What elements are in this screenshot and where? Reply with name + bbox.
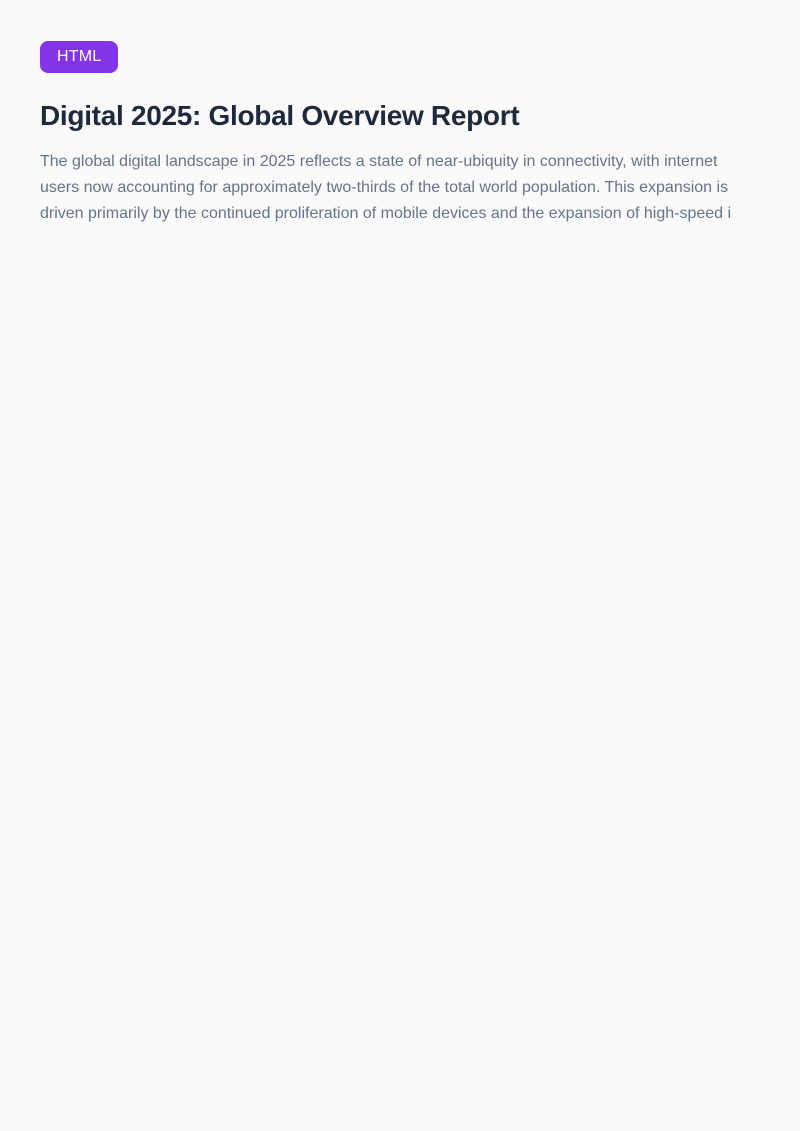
intro-paragraph: The global digital landscape in 2025 reflects a state of near-ubiquity in connectivity, with internet users now accounting for approximately two-thirds of the total world population. This expansion is driven primarily by the continued proliferation of mobile devices and the expansion of high-speed i (40, 153, 732, 222)
page-title: Digital 2025: Global Overview Report (40, 100, 520, 131)
html-language-badge: HTML (40, 41, 118, 73)
